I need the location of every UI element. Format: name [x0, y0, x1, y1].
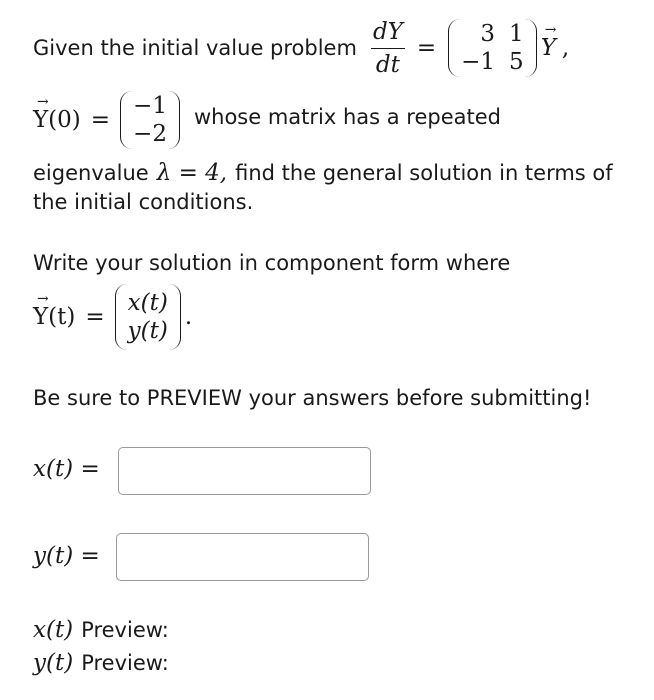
initial-conditions-line: the initial conditions.: [33, 190, 254, 214]
ic-equals-sign: =: [90, 107, 111, 133]
initial-vector-1: −1: [133, 92, 167, 119]
after-ic-text: whose matrix has a repeated: [193, 105, 501, 129]
derivative-denominator: dt: [375, 51, 400, 78]
y-preview-label: Preview:: [81, 651, 169, 675]
initial-condition-lhs: [33, 107, 81, 133]
preview-note: Be sure to PREVIEW your answers before submitting!: [33, 386, 592, 410]
initial-vector: [120, 91, 180, 149]
trailing-comma: ,: [561, 35, 570, 61]
y-preview-row: [33, 650, 169, 676]
initial-condition-line: [33, 88, 501, 152]
y-answer-label: y(t) =: [33, 543, 100, 569]
ic-lhs-text: → Y(0): [33, 107, 81, 133]
matrix-r2c2: 5: [509, 49, 524, 75]
matrix-r1c2: 1: [509, 20, 524, 47]
component-y: y(t): [127, 318, 168, 344]
equals-sign: =: [416, 35, 437, 61]
component-x: x(t): [127, 289, 168, 316]
eigenvalue-word: eigenvalue: [33, 161, 149, 185]
x-preview-math: x(t): [33, 617, 74, 643]
lambda-expression: λ = 4,: [156, 160, 228, 186]
component-period: .: [184, 304, 193, 330]
eigenvalue-rest-text: find the general solution in terms of: [235, 161, 613, 185]
component-lhs: [33, 304, 75, 330]
comp-left-paren-icon: [115, 284, 127, 350]
derivative-numerator-text: dY: [372, 18, 403, 45]
x-answer-input[interactable]: [118, 447, 371, 495]
y-vector: → Y: [541, 35, 556, 61]
matrix-r1c1: 3: [480, 20, 496, 47]
eigenvalue-line: [33, 158, 613, 188]
matrix-r2c1: −1: [461, 49, 496, 75]
ic-left-paren-icon: [120, 91, 132, 149]
comp-right-paren-icon: [169, 284, 181, 350]
component-lhs-text: → Y(t): [33, 304, 75, 330]
initial-vector-2: −2: [133, 121, 167, 147]
y-answer-input[interactable]: [116, 533, 369, 581]
x-answer-label: x(t) =: [33, 456, 100, 482]
initial-vector-grid: [132, 92, 168, 148]
matrix-grid: [460, 20, 525, 76]
derivative-numerator: [371, 19, 405, 49]
x-preview-row: [33, 617, 169, 643]
ic-right-paren-icon: [168, 91, 180, 149]
component-form-equation: [33, 278, 192, 356]
x-preview-label: Preview:: [81, 618, 169, 642]
ivp-intro-text: Given the initial value problem: [33, 36, 357, 60]
component-form-instruction: Write your solution in component form where: [33, 251, 511, 275]
component-vector: [115, 284, 181, 350]
component-equals-sign: =: [85, 304, 105, 330]
derivative-fraction: [371, 19, 405, 78]
y-preview-math: y(t): [33, 650, 74, 676]
left-paren-icon: [448, 19, 460, 77]
right-paren-icon: [525, 19, 537, 77]
coefficient-matrix: [448, 19, 537, 77]
component-vector-grid: [127, 289, 169, 345]
ivp-line-1: [33, 8, 569, 88]
